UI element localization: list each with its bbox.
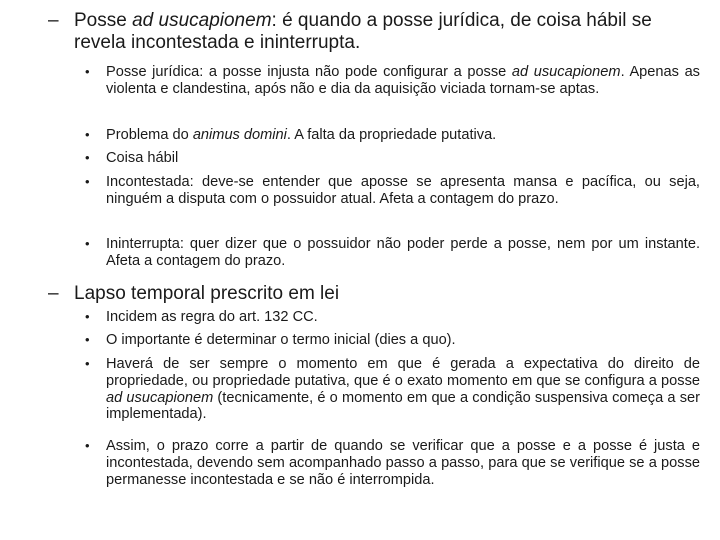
bullet-marker: • xyxy=(85,438,90,453)
bullet-text: Incidem as regra do art. 132 CC. xyxy=(106,309,318,325)
bullet-text: O importante é determinar o termo inicial (dies a quo). xyxy=(106,332,456,348)
bullet-text: Incontestada: deve-se entender que aposse se apresenta mansa e pacífica, ou seja, ninguém a disputa com o possuidor atual. Afeta a contagem do prazo. xyxy=(106,174,700,207)
bullet-item-animus-domini xyxy=(85,127,700,144)
bullet-text: Assim, o prazo corre a partir de quando se verificar que a posse e a posse é justa e incontestada, devendo sem acompanhado passo a passo, para que se verifique se a posse permanesse incontestada e se não é interrompida. xyxy=(106,438,700,488)
section-heading-text: Posse ad usucapionem: é quando a posse jurídica, de coisa hábil se revela incontestada e ininterrupta. xyxy=(74,10,652,53)
bullet-item-termo-inicial xyxy=(85,332,700,349)
bullet-item-incontestada xyxy=(85,174,700,208)
bullet-item-ininterrupta xyxy=(85,236,700,270)
bullet-text: Problema do animus domini. A falta da propriedade putativa. xyxy=(106,127,497,143)
dash-marker: – xyxy=(48,283,59,304)
section-heading-lapso xyxy=(48,283,700,305)
dash-marker: – xyxy=(48,10,59,31)
bullet-marker: • xyxy=(85,309,90,324)
bullet-item-prazo xyxy=(85,438,700,488)
bullet-marker: • xyxy=(85,332,90,347)
bullet-marker: • xyxy=(85,174,90,189)
section-heading-posse xyxy=(48,10,700,54)
bullet-marker: • xyxy=(85,150,90,165)
bullet-item-art-132 xyxy=(85,309,700,326)
bullet-marker: • xyxy=(85,356,90,371)
bullet-marker: • xyxy=(85,236,90,251)
bullet-marker: • xyxy=(85,127,90,142)
bullet-item-coisa-habil xyxy=(85,150,700,167)
bullet-text: Haverá de ser sempre o momento em que é gerada a expectativa do direito de propriedade, ou propriedade putativa, que é o exato momento em que se configura a posse ad usucapionem (tecnicamente, é o momento em que a condição suspensiva começa a ser implementada). xyxy=(106,356,700,423)
bullet-marker: • xyxy=(85,64,90,79)
section-heading-text: Lapso temporal prescrito em lei xyxy=(74,283,340,304)
bullet-text: Coisa hábil xyxy=(106,150,179,166)
bullet-text: Ininterrupta: quer dizer que o possuidor não poder perde a posse, nem por um instante. Afeta a contagem do prazo. xyxy=(106,236,700,269)
bullet-text: Posse jurídica: a posse injusta não pode configurar a posse ad usucapionem. Apenas as violenta e clandestina, após não e dia da aquisição viciada tornam-se aptas. xyxy=(106,64,700,97)
bullet-item-expectativa xyxy=(85,356,700,423)
bullet-item-posse-juridica xyxy=(85,64,700,98)
